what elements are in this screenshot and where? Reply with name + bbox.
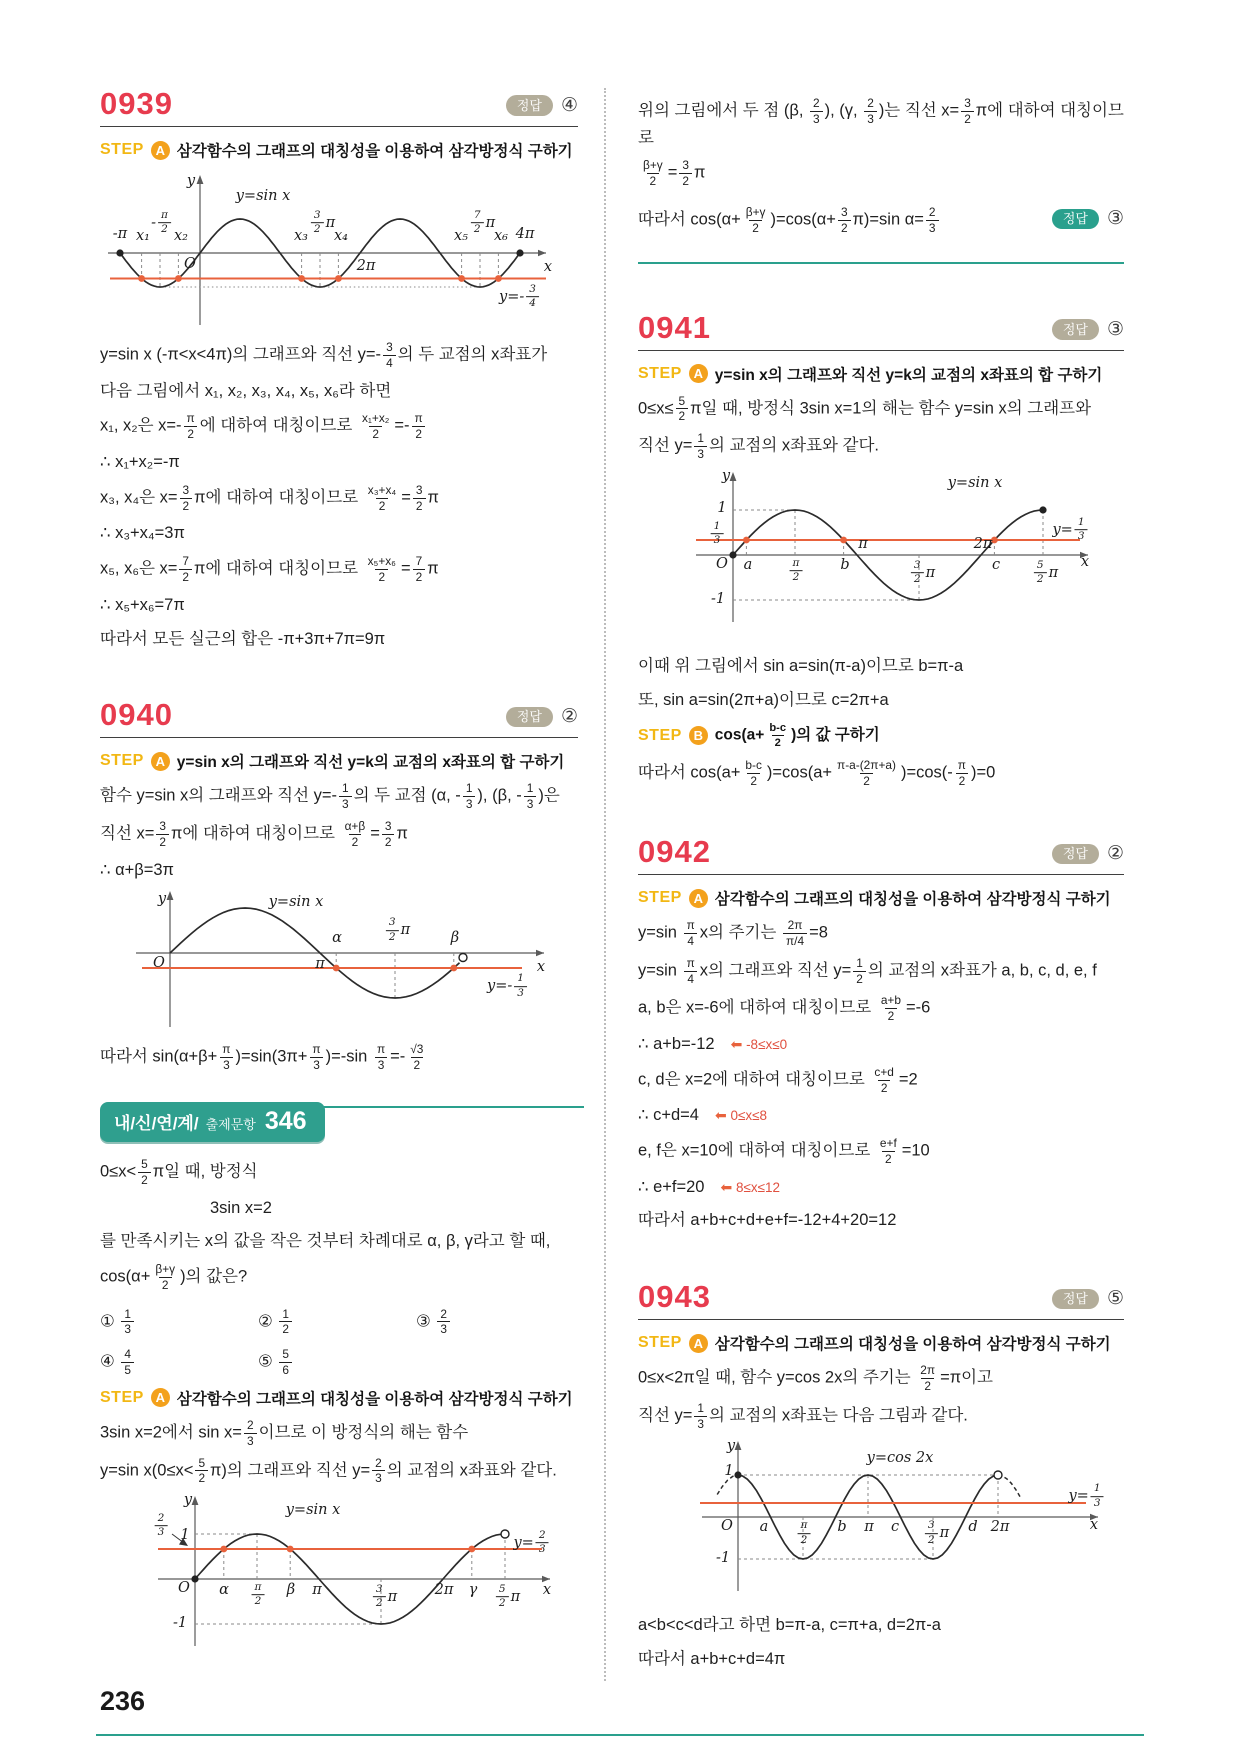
tick-label: 2π bbox=[356, 257, 376, 274]
tick-label: $\frac{3}{2}$ π bbox=[909, 560, 935, 586]
banner-subtitle: 출제문항 bbox=[205, 1116, 256, 1132]
solution-line: 함수 y=sin x의 그래프와 직선 y=- $\frac{1}{3}$ 의 두 교점 (α, - $\frac{1}{3}$ ), (β, - $\frac{1}{3}$ )은 bbox=[100, 781, 560, 812]
step-label: STEP bbox=[100, 141, 144, 158]
tick-label: c bbox=[890, 1519, 900, 1536]
answer-number: ④ bbox=[560, 95, 578, 117]
y-one-label: 1 bbox=[724, 1463, 734, 1480]
curve-label: y=sin x bbox=[268, 894, 324, 910]
axis-label-y: y bbox=[183, 1491, 193, 1508]
y-one-label: 1 bbox=[717, 499, 727, 516]
step-a-row bbox=[100, 1387, 578, 1409]
choice-5: ⑤ $\frac{5}{6}$ bbox=[258, 1348, 416, 1377]
y-minus-one-label: -1 bbox=[710, 590, 726, 607]
tick-label: 2π bbox=[973, 535, 993, 552]
question-line: cos(α+ $\frac{\beta+\gamma}{2}$ )의 값은? bbox=[100, 1262, 248, 1292]
graph-0939 bbox=[100, 171, 560, 329]
page-bottom-rule bbox=[96, 1734, 1144, 1736]
solution-line: x₅, x₆은 x= $\frac{7}{2}$ π에 대하여 대칭이므로 $\frac{\text{x₅+x₆}}{2}$ = $\frac{7}{2}$ π bbox=[100, 554, 439, 584]
tick-label: b bbox=[837, 1519, 847, 1536]
y-value-label: $\frac{2}{3}$ bbox=[153, 1513, 170, 1539]
step-label: STEP bbox=[638, 726, 682, 744]
problem-header bbox=[638, 1281, 1124, 1320]
tick-label: x₆ bbox=[494, 227, 508, 244]
choice-4: ④ $\frac{4}{5}$ bbox=[100, 1348, 258, 1377]
problem-0939 bbox=[100, 88, 578, 651]
step-title: cos(a+ $\frac{b-c}{2}$ )의 값 구하기 bbox=[714, 722, 880, 750]
tick-label: $\frac{\pi}{2}$ bbox=[796, 1521, 813, 1547]
page-number: 236 bbox=[100, 1686, 146, 1716]
curve-label: y=sin x bbox=[235, 187, 291, 204]
tick-label: π bbox=[315, 956, 325, 972]
graph-0940 bbox=[100, 891, 550, 1031]
origin-label: O bbox=[178, 1579, 190, 1596]
tick-label: γ bbox=[468, 1581, 478, 1598]
solution-line bbox=[638, 1103, 1124, 1128]
problem-0943 bbox=[638, 1281, 1124, 1672]
solution-line: 따라서 a+b+c+d+e+f=-12+4+20=12 bbox=[638, 1211, 897, 1230]
tick-label: x₅ bbox=[454, 227, 468, 244]
step-letter-icon: A bbox=[151, 141, 170, 160]
solution-line: 3sin x=2에서 sin x= $\frac{2}{3}$ 이므로 이 방정식의 해는 함수 bbox=[100, 1417, 469, 1448]
tick-label: β bbox=[286, 1581, 296, 1598]
solution-line: 위의 그림에서 두 점 (β, $\frac{2}{3}$ ), (γ, $\frac{2}{3}$ )는 직선 x= $\frac{3}{2}$ π에 대하여 대칭이므로 bbox=[638, 96, 1124, 147]
problem-header bbox=[638, 836, 1124, 875]
axis-label-x: x bbox=[1089, 1517, 1099, 1534]
problem-number: 0943 bbox=[638, 1279, 711, 1315]
line-label: y= $\frac{1}{3}$ bbox=[1052, 517, 1089, 543]
step-b-row bbox=[638, 722, 1124, 749]
conclusion-text: ∴ c+d=4 bbox=[638, 1106, 699, 1125]
solution-line: ∴ α+β=3π bbox=[100, 860, 174, 879]
line-label: y=- $\frac{3}{4}$ bbox=[499, 284, 541, 310]
axis-label-y: y bbox=[157, 891, 167, 907]
problem-0941 bbox=[638, 309, 1124, 789]
axis-label-x: x bbox=[536, 959, 546, 975]
tick-label: x₁ bbox=[136, 227, 150, 244]
solution-line: 또, sin a=sin(2π+a)이므로 c=2π+a bbox=[638, 690, 889, 709]
answer-number: ② bbox=[1106, 843, 1124, 865]
y-value-label: $\frac{1}{3}$ bbox=[709, 521, 726, 547]
origin-label: O bbox=[721, 1518, 733, 1535]
problem-header bbox=[100, 699, 578, 738]
solution-line: y=sin $\frac{\pi}{4}$ x의 그래프와 직선 y= $\frac{1}{2}$ 의 교점의 x좌표가 a, b, c, d, e, f bbox=[638, 955, 1097, 986]
choice-1: ① $\frac{1}{3}$ bbox=[100, 1308, 258, 1337]
solution-line: 따라서 cos(a+ $\frac{b-c}{2}$ )=cos(a+ $\frac{\pi-a-(2\pi+a)}{2}$ )=cos(- $\frac{\pi}{2}$ )=0 bbox=[638, 758, 996, 789]
problem-number: 0942 bbox=[638, 834, 711, 870]
solution-line: y=sin x (-π<x<4π)의 그래프와 직선 y=- $\frac{3}{4}$ 의 두 교점의 x좌표가 bbox=[100, 340, 548, 370]
question-equation: 3sin x=2 bbox=[210, 1198, 272, 1217]
origin-label: O bbox=[184, 255, 196, 272]
tick-label: 2π bbox=[990, 1519, 1010, 1536]
range-text: 0≤x≤8 bbox=[730, 1108, 768, 1124]
tick-label: $\frac{5}{2}$ π bbox=[1032, 560, 1058, 586]
solution-line: x₃, x₄은 x= $\frac{3}{2}$ π에 대하여 대칭이므로 $\frac{\text{x₃+x₄}}{2}$ = $\frac{3}{2}$ π bbox=[100, 482, 439, 513]
graph-0941 bbox=[638, 467, 1098, 642]
tick-label: $\frac{3}{2}$ π bbox=[371, 1584, 397, 1610]
step-letter-icon: A bbox=[689, 1334, 708, 1353]
answer-group bbox=[1052, 209, 1124, 233]
solution-line bbox=[638, 1175, 1124, 1200]
answer-group bbox=[1052, 319, 1124, 343]
solution-line: 따라서 모든 실근의 합은 -π+3π+7π=9π bbox=[100, 629, 386, 648]
tick-label: d bbox=[968, 1519, 978, 1536]
choice-2: ② $\frac{1}{2}$ bbox=[258, 1308, 416, 1337]
range-note bbox=[715, 1108, 767, 1123]
solution-line: y=sin $\frac{\pi}{4}$ x의 주기는 $\frac{2\pi}{\pi/4}$ =8 bbox=[638, 918, 828, 948]
solution-line: 직선 y= $\frac{1}{3}$ 의 교점의 x좌표와 같다. bbox=[638, 431, 880, 462]
answer-badge: 정답 bbox=[1052, 1289, 1099, 1310]
back-arrow-icon: ⬅ bbox=[714, 1107, 727, 1124]
step-label: STEP bbox=[638, 364, 682, 382]
tick-label: x₃ bbox=[294, 227, 308, 244]
problem-number: 0939 bbox=[100, 86, 173, 121]
step-letter-icon: B bbox=[689, 726, 708, 745]
tick-label: π bbox=[858, 535, 868, 552]
solution-line: e, f은 x=10에 대하여 대칭이므로 $\frac{e+f}{2}$ =10 bbox=[638, 1136, 930, 1166]
right-column bbox=[604, 88, 1124, 1681]
tick-label: $\frac{3}{2}$ π bbox=[923, 1521, 949, 1547]
curve-label: y=cos 2x bbox=[866, 1450, 934, 1467]
solution-line: a<b<c<d라고 하면 b=π-a, c=π+a, d=2π-a bbox=[638, 1616, 941, 1635]
line-label: y=- $\frac{1}{3}$ bbox=[487, 973, 529, 999]
solution-line: 따라서 sin(α+β+ $\frac{\pi}{3}$ )=sin(3π+ $\frac{\pi}{3}$ )=-sin $\frac{\pi}{3}$ =- $\frac{√3}{2}$ bbox=[100, 1042, 424, 1073]
step-title: y=sin x의 그래프와 직선 y=k의 교점의 x좌표의 합 구하기 bbox=[176, 754, 565, 772]
origin-label: O bbox=[153, 955, 165, 971]
step-title: 삼각함수의 그래프의 대칭성을 이용하여 삼각방정식 구하기 bbox=[176, 143, 573, 160]
back-arrow-icon: ⬅ bbox=[730, 1035, 743, 1052]
axis-label-x: x bbox=[1080, 553, 1090, 570]
tick-label: x₄ bbox=[334, 227, 348, 244]
banner-box bbox=[100, 1102, 325, 1142]
tick-label: x₂ bbox=[174, 227, 188, 244]
axis-label-x: x bbox=[543, 258, 553, 275]
graph-346 bbox=[100, 1491, 560, 1666]
solution-line: 다음 그림에서 x₁, x₂, x₃, x₄, x₅, x₆라 하면 bbox=[100, 381, 392, 400]
problem-header bbox=[100, 88, 578, 127]
range-note bbox=[720, 1180, 780, 1195]
axis-label-y: y bbox=[721, 467, 731, 484]
range-note bbox=[731, 1037, 788, 1052]
solution-line: $\frac{\beta+\gamma}{2}$ = $\frac{3}{2}$ π bbox=[643, 158, 706, 189]
step-a-row bbox=[100, 750, 578, 772]
left-column bbox=[100, 88, 578, 1678]
answer-badge: 정답 bbox=[1052, 319, 1099, 340]
solution-line: 이때 위 그림에서 sin a=sin(π-a)이므로 b=π-a bbox=[638, 656, 964, 675]
curve-label: y=sin x bbox=[947, 474, 1003, 491]
step-label: STEP bbox=[638, 889, 682, 907]
tick-label: - $\frac{\pi}{2}$ bbox=[151, 210, 173, 236]
solution-line: 직선 x= $\frac{3}{2}$ π에 대하여 대칭이므로 $\frac{\alpha+\beta}{2}$ = $\frac{3}{2}$ π bbox=[100, 818, 408, 849]
curve-label: y=sin x bbox=[285, 1501, 341, 1518]
conclusion-text: ∴ a+b=-12 bbox=[638, 1034, 715, 1053]
answer-group bbox=[506, 95, 578, 119]
axis-label-y: y bbox=[186, 172, 196, 189]
tick-label: π bbox=[312, 1581, 322, 1598]
tick-label: 4π bbox=[515, 225, 535, 242]
step-a-row bbox=[638, 887, 1124, 909]
tick-label: $\frac{5}{2}$ π bbox=[494, 1584, 520, 1610]
back-arrow-icon: ⬅ bbox=[720, 1178, 733, 1195]
tick-label: α bbox=[332, 930, 342, 946]
step-label: STEP bbox=[100, 1388, 144, 1406]
solution-line bbox=[638, 1032, 1124, 1057]
tick-label: $\frac{7}{2}$ π bbox=[469, 210, 495, 236]
axis-label-y: y bbox=[726, 1438, 736, 1455]
line-label: y= $\frac{1}{3}$ bbox=[1068, 1484, 1105, 1510]
banner-number: 346 bbox=[264, 1106, 307, 1135]
answer-badge: 정답 bbox=[1052, 844, 1099, 865]
solution-line: ∴ x₅+x₆=7π bbox=[100, 595, 185, 614]
solution-line: 따라서 a+b+c+d=4π bbox=[638, 1650, 786, 1669]
tick-label: $\frac{3}{2}$ π bbox=[384, 917, 410, 943]
step-a-row bbox=[638, 363, 1124, 385]
solution-line: 따라서 cos(α+ $\frac{\beta+\gamma}{2}$ )=cos(α+ $\frac{3}{2}$ π)=sin α= $\frac{2}{3}$ bbox=[638, 206, 941, 235]
solution-line: c, d은 x=2에 대하여 대칭이므로 $\frac{c+d}{2}$ =2 bbox=[638, 1064, 918, 1095]
solution-line: 0≤x≤ $\frac{5}{2}$ π일 때, 방정식 3sin x=1의 해는 함수 y=sin x의 그래프와 bbox=[638, 393, 1092, 424]
answer-number: ③ bbox=[1106, 318, 1124, 340]
origin-label: O bbox=[716, 555, 728, 572]
step-letter-icon: A bbox=[689, 364, 708, 383]
solution-line: a, b은 x=-6에 대하여 대칭이므로 $\frac{a+b}{2}$ =-6 bbox=[638, 993, 931, 1024]
answer-group bbox=[506, 707, 578, 731]
section-divider bbox=[638, 262, 1124, 264]
tick-label: a bbox=[743, 556, 753, 573]
tick-label: b bbox=[840, 556, 850, 573]
answer-group bbox=[1052, 1289, 1124, 1313]
step-title: 삼각함수의 그래프의 대칭성을 이용하여 삼각방정식 구하기 bbox=[176, 1390, 573, 1408]
step-title: 삼각함수의 그래프의 대칭성을 이용하여 삼각방정식 구하기 bbox=[714, 891, 1111, 909]
range-text: -8≤x≤0 bbox=[746, 1036, 788, 1052]
solution-line: ∴ x₁+x₂=-π bbox=[100, 453, 180, 471]
final-answer-row bbox=[638, 197, 1124, 244]
tick-label: β bbox=[450, 930, 460, 946]
conclusion-text: ∴ e+f=20 bbox=[638, 1177, 705, 1196]
solution-line: 0≤x<2π일 때, 함수 y=cos 2x의 주기는 $\frac{2\pi}{2}$ =π이고 bbox=[638, 1363, 993, 1394]
tick-label: $\frac{3}{2}$ π bbox=[309, 210, 335, 236]
axis-label-x: x bbox=[542, 1581, 552, 1598]
tick-label: 2π bbox=[434, 1581, 454, 1598]
step-a-row bbox=[100, 139, 578, 161]
solution-line: x₁, x₂은 x=- $\frac{\pi}{2}$ 에 대하여 대칭이므로 $\frac{\text{x₁+x₂}}{2}$ =- $\frac{\pi}{2}$ bbox=[100, 412, 578, 441]
y-minus-one-label: -1 bbox=[172, 1614, 188, 1631]
graph-0943 bbox=[638, 1439, 1108, 1601]
tick-label: $\frac{\pi}{2}$ bbox=[250, 1582, 267, 1608]
y-one-label: 1 bbox=[180, 1526, 190, 1543]
question-line: 를 만족시키는 x의 값을 작은 것부터 차례대로 α, β, γ라고 할 때, bbox=[100, 1232, 551, 1251]
answer-number: ⑤ bbox=[1106, 1288, 1124, 1310]
tick-label: a bbox=[759, 1519, 769, 1536]
answer-number: ② bbox=[560, 706, 578, 728]
linked-problem-banner bbox=[100, 1102, 578, 1142]
choice-3: ③ $\frac{2}{3}$ bbox=[416, 1308, 574, 1337]
step-a-row bbox=[638, 1332, 1124, 1354]
problem-number: 0940 bbox=[100, 697, 173, 733]
choice-list bbox=[100, 1308, 578, 1377]
answer-number: ③ bbox=[1106, 208, 1124, 230]
step-label: STEP bbox=[638, 1334, 682, 1352]
problem-header bbox=[638, 309, 1124, 351]
linked-problem-346 bbox=[100, 1102, 578, 1666]
tick-label: -π bbox=[112, 225, 128, 242]
solution-line: ∴ x₃+x₄=3π bbox=[100, 524, 185, 543]
tick-label: c bbox=[991, 556, 1001, 573]
line-label: y= $\frac{2}{3}$ bbox=[513, 1530, 550, 1556]
step-title: y=sin x의 그래프와 직선 y=k의 교점의 x좌표의 합 구하기 bbox=[714, 366, 1103, 384]
step-letter-icon: A bbox=[151, 752, 170, 771]
sine-graph-svg bbox=[100, 171, 560, 329]
answer-badge: 정답 bbox=[1052, 209, 1099, 230]
tick-label: π bbox=[864, 1519, 874, 1536]
step-title: 삼각함수의 그래프의 대칭성을 이용하여 삼각방정식 구하기 bbox=[714, 1336, 1111, 1354]
solution-line: 직선 y= $\frac{1}{3}$ 의 교점의 x좌표는 다음 그림과 같다. bbox=[638, 1400, 968, 1431]
problem-number: 0941 bbox=[638, 309, 711, 345]
step-letter-icon: A bbox=[689, 889, 708, 908]
problem-0942 bbox=[638, 836, 1124, 1233]
answer-group bbox=[1052, 844, 1124, 868]
step-label: STEP bbox=[100, 752, 144, 770]
sine-graph-svg bbox=[638, 467, 1098, 642]
banner-tag: 내/신/연/계/ bbox=[114, 1113, 199, 1133]
answer-badge: 정답 bbox=[506, 95, 553, 116]
tick-label: α bbox=[219, 1581, 229, 1598]
problem-346-continuation bbox=[638, 97, 1124, 264]
range-text: 8≤x≤12 bbox=[735, 1179, 781, 1195]
question-line: 0≤x< $\frac{5}{2}$ π일 때, 방정식 bbox=[100, 1156, 258, 1187]
y-minus-one-label: -1 bbox=[715, 1550, 731, 1567]
tick-label: $\frac{\pi}{2}$ bbox=[788, 558, 805, 584]
step-letter-icon: A bbox=[151, 1388, 170, 1407]
problem-0940 bbox=[100, 699, 578, 1072]
answer-badge: 정답 bbox=[506, 707, 553, 728]
solution-line: y=sin x(0≤x< $\frac{5}{2}$ π)의 그래프와 직선 y= $\frac{2}{3}$ 의 교점의 x좌표와 같다. bbox=[100, 1455, 557, 1486]
